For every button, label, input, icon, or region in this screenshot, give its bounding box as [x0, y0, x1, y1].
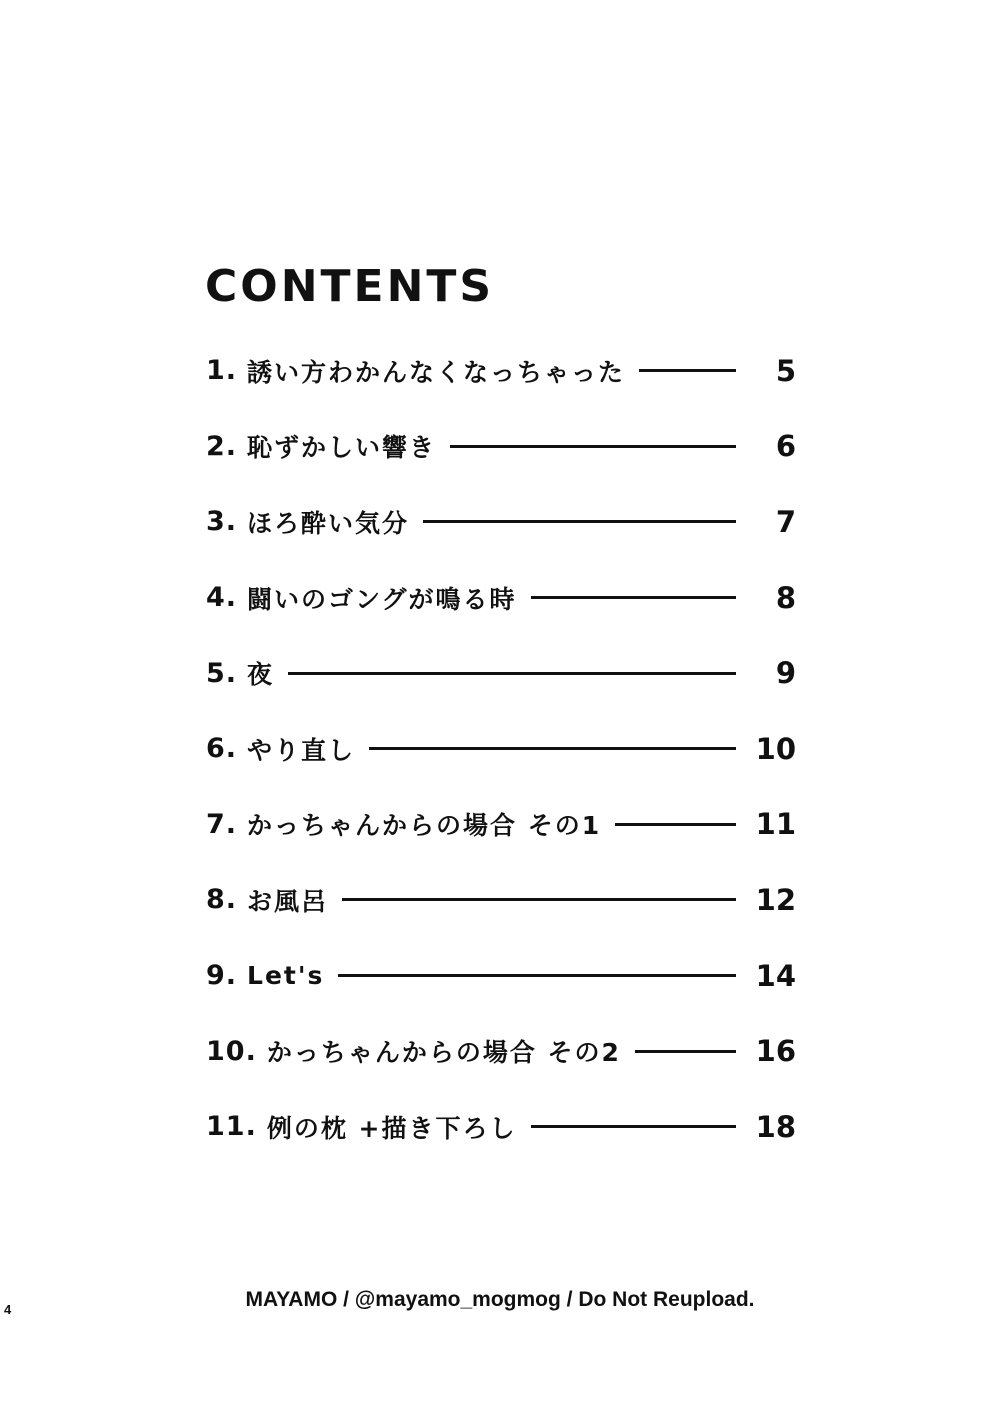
- toc-entry-number: 9.: [206, 960, 238, 992]
- table-of-contents: [206, 333, 796, 1165]
- toc-entry: [206, 862, 796, 938]
- toc-entry-number: 6.: [206, 733, 238, 765]
- toc-entry-page: 8: [775, 580, 796, 615]
- toc-entry-number: 11.: [206, 1111, 257, 1143]
- toc-entry-number: 10.: [206, 1035, 257, 1067]
- toc-entry-title: かっちゃんからの場合 その2: [266, 1038, 621, 1068]
- toc-entry-page: 12: [755, 882, 796, 917]
- toc-entry: [206, 635, 796, 711]
- toc-entry: [206, 938, 796, 1014]
- toc-leader-line: [423, 520, 736, 523]
- toc-entry-number: 4.: [206, 582, 238, 614]
- toc-leader-line: [342, 898, 736, 901]
- page-number: 4: [4, 1302, 12, 1317]
- toc-entry-page: 11: [755, 807, 796, 842]
- toc-leader-line: [531, 596, 736, 599]
- toc-entry-page: 9: [775, 656, 796, 691]
- toc-entry-title: お風呂: [247, 886, 329, 916]
- toc-leader-line: [531, 1125, 737, 1128]
- toc-leader-line: [615, 823, 736, 826]
- toc-entry-page: 7: [775, 504, 796, 539]
- toc-entry: [206, 560, 796, 636]
- toc-entry-title: ほろ酔い気分: [247, 508, 410, 538]
- toc-entry-page: 18: [755, 1109, 796, 1144]
- toc-entry: [206, 711, 796, 787]
- toc-leader-line: [635, 1050, 736, 1053]
- toc-entry-page: 10: [755, 731, 796, 766]
- toc-entry-page: 6: [775, 429, 796, 464]
- toc-leader-line: [639, 369, 736, 372]
- contents-heading: CONTENTS: [205, 261, 495, 312]
- toc-entry-page: 5: [775, 353, 796, 388]
- toc-entry: [206, 1089, 796, 1165]
- toc-entry-title: 誘い方わかんなくなっちゃった: [247, 357, 626, 387]
- toc-entry-page: 16: [755, 1034, 796, 1069]
- toc-entry-number: 1.: [206, 355, 238, 387]
- toc-entry-number: 8.: [206, 884, 238, 916]
- toc-leader-line: [450, 445, 736, 448]
- toc-entry-title: Let's: [247, 961, 325, 991]
- toc-entry: [206, 333, 796, 409]
- toc-entry-title: 恥ずかしい響き: [247, 433, 437, 463]
- toc-entry-title: 闘いのゴングが鳴る時: [247, 584, 517, 614]
- toc-entry-number: 5.: [206, 657, 238, 689]
- toc-entry: [206, 484, 796, 560]
- toc-leader-line: [338, 974, 736, 977]
- toc-entry-number: 3.: [206, 506, 238, 538]
- toc-entry-number: 2.: [206, 430, 238, 462]
- toc-leader-line: [288, 672, 736, 675]
- toc-entry-title: かっちゃんからの場合 その1: [247, 811, 602, 841]
- toc-entry-title: 例の枕 +描き下ろし: [266, 1113, 517, 1143]
- toc-entry: [206, 787, 796, 863]
- toc-entry-page: 14: [755, 958, 796, 993]
- toc-entry-title: やり直し: [247, 735, 356, 765]
- toc-entry: [206, 1013, 796, 1089]
- toc-entry-number: 7.: [206, 808, 238, 840]
- toc-leader-line: [369, 747, 736, 750]
- footer-credit: MAYAMO / @mayamo_mogmog / Do Not Reupload.: [245, 1288, 755, 1311]
- toc-entry-title: 夜: [247, 660, 275, 690]
- toc-entry: [206, 409, 796, 485]
